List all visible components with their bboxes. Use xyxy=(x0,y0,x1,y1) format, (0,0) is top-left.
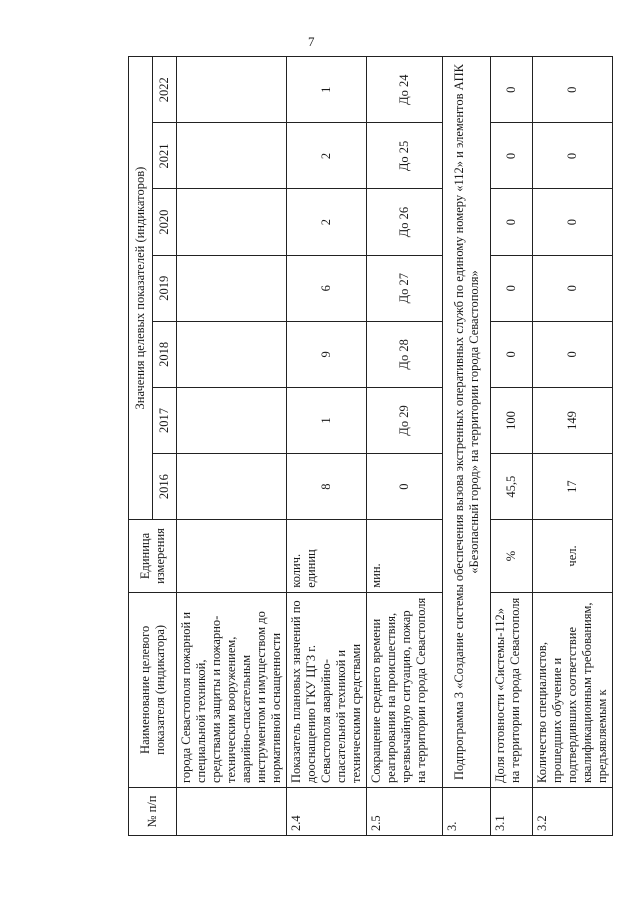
year-2017: 2017 xyxy=(153,387,177,453)
header-name: Наименование целевого показателя (индикатора) xyxy=(129,592,177,787)
row-value: До 27 xyxy=(367,255,443,321)
year-2018: 2018 xyxy=(153,321,177,387)
row-value: 0 xyxy=(533,321,613,387)
row-value: 8 xyxy=(287,454,367,520)
row-value xyxy=(177,255,287,321)
row-name: Количество специалистов, прошедших обучение и подтвердивших соответствие квалификационным требованиям, предъявляемым к xyxy=(533,592,613,787)
row-value: 0 xyxy=(491,321,533,387)
year-2021: 2021 xyxy=(153,123,177,189)
table-row xyxy=(287,57,367,836)
rotated-table-wrapper xyxy=(128,56,609,836)
header-num: № п/п xyxy=(129,788,177,836)
row-unit: чел. xyxy=(533,520,613,593)
row-value xyxy=(177,454,287,520)
row-value: 0 xyxy=(491,189,533,255)
row-value: 17 xyxy=(533,454,613,520)
row-value xyxy=(177,189,287,255)
row-value: 0 xyxy=(367,454,443,520)
row-value xyxy=(177,57,287,123)
row-name: Показатель плановых значений по дооснащению ГКУ ЦГЗ г. Севастополя аварийно-спасательной техникой и техническими средствами xyxy=(287,592,367,787)
table-row-subprogram xyxy=(443,57,491,836)
table-row xyxy=(367,57,443,836)
table-row xyxy=(177,57,287,836)
row-value xyxy=(177,387,287,453)
row-value: 149 xyxy=(533,387,613,453)
row-value: 1 xyxy=(287,57,367,123)
row-value: 0 xyxy=(533,189,613,255)
row-value: До 25 xyxy=(367,123,443,189)
header-unit: Единица измерения xyxy=(129,520,177,593)
row-value: 0 xyxy=(491,255,533,321)
row-num xyxy=(177,788,287,836)
row-value: 2 xyxy=(287,189,367,255)
row-num: 3.2 xyxy=(533,788,613,836)
row-value: 1 xyxy=(287,387,367,453)
row-name: города Севастополя пожарной и специальной техникой, средствами защиты и пожарно-техническим вооружением, аварийно-спасательным инструментом и имуществом до нормативной оснащенности xyxy=(177,592,287,787)
row-value: 6 xyxy=(287,255,367,321)
row-value: 0 xyxy=(491,57,533,123)
row-name: Сокращение среднего времени реагирования на происшествия, чрезвычайную ситуацию, пожар на территории города Севастополя xyxy=(367,592,443,787)
table-row xyxy=(491,57,533,836)
row-value: 0 xyxy=(533,123,613,189)
row-num: 2.4 xyxy=(287,788,367,836)
row-value xyxy=(177,123,287,189)
row-unit: мин. xyxy=(367,520,443,593)
row-name: Доля готовности «Системы-112» на территории города Севастополя xyxy=(491,592,533,787)
row-value: 9 xyxy=(287,321,367,387)
row-value: 2 xyxy=(287,123,367,189)
row-value: 0 xyxy=(533,57,613,123)
row-value: До 28 xyxy=(367,321,443,387)
row-value: До 29 xyxy=(367,387,443,453)
row-num: 3.1 xyxy=(491,788,533,836)
table-row xyxy=(533,57,613,836)
row-value xyxy=(177,321,287,387)
header-values: Значения целевых показателей (индикаторов) xyxy=(129,57,153,520)
page-number: 7 xyxy=(308,34,315,49)
row-value: До 26 xyxy=(367,189,443,255)
row-num: 3. xyxy=(443,788,491,836)
year-2022: 2022 xyxy=(153,57,177,123)
row-value: 100 xyxy=(491,387,533,453)
row-value: До 24 xyxy=(367,57,443,123)
row-num: 2.5 xyxy=(367,788,443,836)
year-2020: 2020 xyxy=(153,189,177,255)
subprogram-title: Подпрограмма 3 «Создание системы обеспечения вызова экстренных оперативных служб по единому номеру «112» и элементов АПК «Безопасный город» на территории города Севастополя» xyxy=(443,57,491,788)
indicators-table xyxy=(128,56,613,836)
row-unit: % xyxy=(491,520,533,593)
row-value: 0 xyxy=(533,255,613,321)
row-value: 0 xyxy=(491,123,533,189)
row-unit: колич. единиц xyxy=(287,520,367,593)
year-2019: 2019 xyxy=(153,255,177,321)
row-unit xyxy=(177,520,287,593)
year-2016: 2016 xyxy=(153,454,177,520)
row-value: 45,5 xyxy=(491,454,533,520)
